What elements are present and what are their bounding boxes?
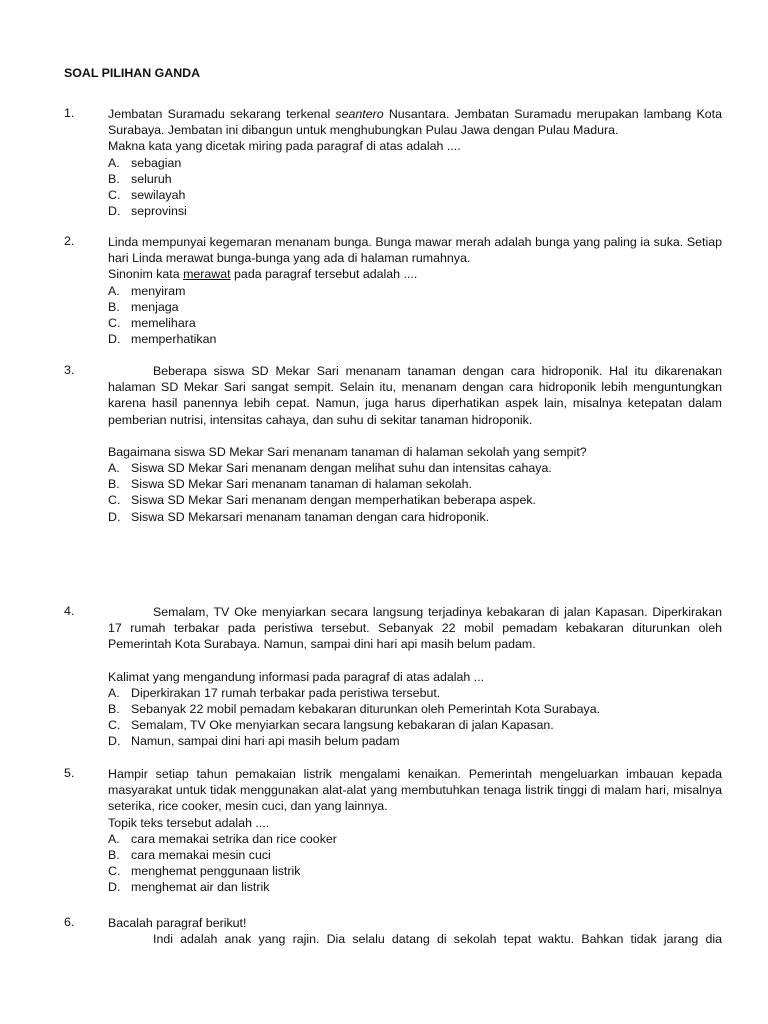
option-text: sebagian	[131, 155, 182, 170]
question-number: 6.	[64, 915, 75, 929]
option-letter: D.	[108, 734, 121, 749]
option-c	[108, 717, 722, 733]
question-number: 1.	[64, 106, 75, 120]
option-c	[108, 315, 722, 331]
option-text: Siswa SD Mekar Sari menanam dengan melihat suhu dan intensitas cahaya.	[131, 461, 552, 476]
option-b	[108, 847, 722, 863]
question-5	[64, 766, 722, 896]
paragraph-text: Jembatan Suramadu sekarang terkenal	[108, 107, 336, 121]
option-letter: C.	[108, 864, 121, 879]
option-letter: A.	[108, 155, 120, 170]
option-d	[108, 733, 722, 749]
option-letter: A.	[108, 831, 120, 846]
question-prompt: Makna kata yang dicetak miring pada paragraf di atas adalah ....	[108, 139, 461, 154]
question-6	[64, 915, 722, 947]
option-c	[108, 492, 722, 508]
option-d	[108, 509, 722, 525]
option-text: memperhatikan	[131, 332, 217, 347]
option-text: memelihara	[131, 316, 196, 331]
question-prompt	[108, 266, 722, 282]
option-text: Siswa SD Mekar Sari menanam dengan memperhatikan beberapa aspek.	[131, 493, 536, 508]
option-b	[108, 299, 722, 315]
option-b	[108, 476, 722, 492]
question-1	[64, 106, 722, 219]
question-4	[64, 604, 722, 750]
option-text: menghemat penggunaan listrik	[131, 864, 301, 879]
question-prompt: Kalimat yang mengandung informasi pada paragraf di atas adalah ...	[108, 669, 485, 684]
option-text: seprovinsi	[131, 204, 187, 219]
option-letter: D.	[108, 509, 121, 524]
option-a	[108, 685, 722, 701]
option-text: cara memakai setrika dan rice cooker	[131, 831, 337, 846]
option-text: menghemat air dan listrik	[131, 880, 270, 895]
option-b	[108, 171, 722, 187]
option-letter: C.	[108, 718, 121, 733]
option-a	[108, 155, 722, 171]
question-intro: Bacalah paragraf berikut!	[108, 916, 247, 930]
option-letter: C.	[108, 188, 121, 203]
option-d	[108, 203, 722, 219]
option-letter: B.	[108, 477, 120, 492]
question-paragraph: Hampir setiap tahun pemakaian listrik mengalami kenaikan. Pemerintah mengeluarkan imbauan kepada masyarakat untuk tidak menggunakan alat-alat yang membutuhkan tenaga listrik tinggi di malam hari, misalnya seterika, rice cooker, mesin cuci, dan yang lainnya.	[108, 767, 722, 814]
option-letter: B.	[108, 171, 120, 186]
option-letter: B.	[108, 848, 120, 863]
question-number: 3.	[64, 363, 75, 377]
prompt-text: pada paragraf tersebut adalah ....	[230, 267, 418, 282]
option-d	[108, 331, 722, 347]
option-text: menyiram	[131, 283, 186, 298]
question-3	[64, 363, 722, 525]
question-prompt: Topik teks tersebut adalah ....	[108, 815, 270, 830]
option-text: Sebanyak 22 mobil pemadam kebakaran diturunkan oleh Pemerintah Kota Surabaya.	[131, 702, 601, 717]
question-number: 2.	[64, 234, 75, 248]
option-letter: D.	[108, 332, 121, 347]
option-letter: C.	[108, 316, 121, 331]
question-number: 5.	[64, 766, 75, 780]
option-letter: A.	[108, 283, 120, 298]
option-letter: B.	[108, 702, 120, 717]
question-paragraph: Beberapa siswa SD Mekar Sari menanam tanaman dengan cara hidroponik. Hal itu dikarenakan halaman SD Mekar Sari sangat sempit. Selain itu, menanam dengan cara hidroponik lebih menguntungkan karena hasil panennya lebih cepat. Namun, juga harus diperhatikan aspek lain, misalnya ketepatan dalam pemberian nutrisi, intensitas cahaya, dan suhu di sekitar tanaman hidroponik.	[108, 364, 722, 427]
option-text: Namun, sampai dini hari api masih belum padam	[131, 734, 400, 749]
question-paragraph	[108, 106, 722, 138]
underlined-word: merawat	[183, 267, 231, 282]
option-text: Siswa SD Mekarsari menanam tanaman dengan cara hidroponik.	[131, 509, 490, 524]
option-a	[108, 460, 722, 476]
option-letter: A.	[108, 685, 120, 700]
prompt-text: Sinonim kata	[108, 267, 184, 282]
option-b	[108, 701, 722, 717]
paragraph-text: Nusantara. Jembatan Suramadu merupakan lambang Kota Surabaya. Jembatan ini dibangun untuk menghubungkan Pulau Jawa dengan Pulau Madura.	[108, 107, 722, 138]
option-text: sewilayah	[131, 188, 186, 203]
option-a	[108, 831, 722, 847]
option-text: seluruh	[131, 171, 172, 186]
option-letter: A.	[108, 461, 120, 476]
question-prompt: Bagaimana siswa SD Mekar Sari menanam tanaman di halaman sekolah yang sempit?	[108, 444, 587, 459]
option-text: cara memakai mesin cuci	[131, 848, 271, 863]
option-text: Siswa SD Mekar Sari menanam tanaman di halaman sekolah.	[131, 477, 472, 492]
italic-word: seantero	[335, 107, 384, 121]
option-letter: B.	[108, 299, 120, 314]
question-paragraph: Linda mempunyai kegemaran menanam bunga. Bunga mawar merah adalah bunga yang paling ia suka. Setiap hari Linda merawat bunga-bunga yang ada di halaman rumahnya.	[108, 235, 722, 266]
option-letter: D.	[108, 880, 121, 895]
option-letter: C.	[108, 493, 121, 508]
option-c	[108, 863, 722, 879]
option-c	[108, 187, 722, 203]
option-letter: D.	[108, 204, 121, 219]
option-a	[108, 283, 722, 299]
question-2	[64, 234, 722, 347]
option-text: Semalam, TV Oke menyiarkan secara langsung kebakaran di jalan Kapasan.	[131, 718, 554, 733]
page-title: SOAL PILIHAN GANDA	[64, 66, 201, 80]
question-number: 4.	[64, 604, 75, 618]
option-text: menjaga	[131, 299, 179, 314]
option-d	[108, 879, 722, 895]
option-text: Diperkirakan 17 rumah terbakar pada peristiwa tersebut.	[131, 685, 441, 700]
question-paragraph: Indi adalah anak yang rajin. Dia selalu datang di sekolah tepat waktu. Bahkan tidak jarang dia	[153, 932, 722, 947]
question-paragraph: Semalam, TV Oke menyiarkan secara langsung terjadinya kebakaran di jalan Kapasan. Diperkirakan 17 rumah terbakar pada peristiwa tersebut. Sebanyak 22 mobil pemadam kebakaran diturunkan oleh Pemerintah Kota Surabaya. Namun, sampai dini hari api masih belum padam.	[108, 605, 722, 652]
